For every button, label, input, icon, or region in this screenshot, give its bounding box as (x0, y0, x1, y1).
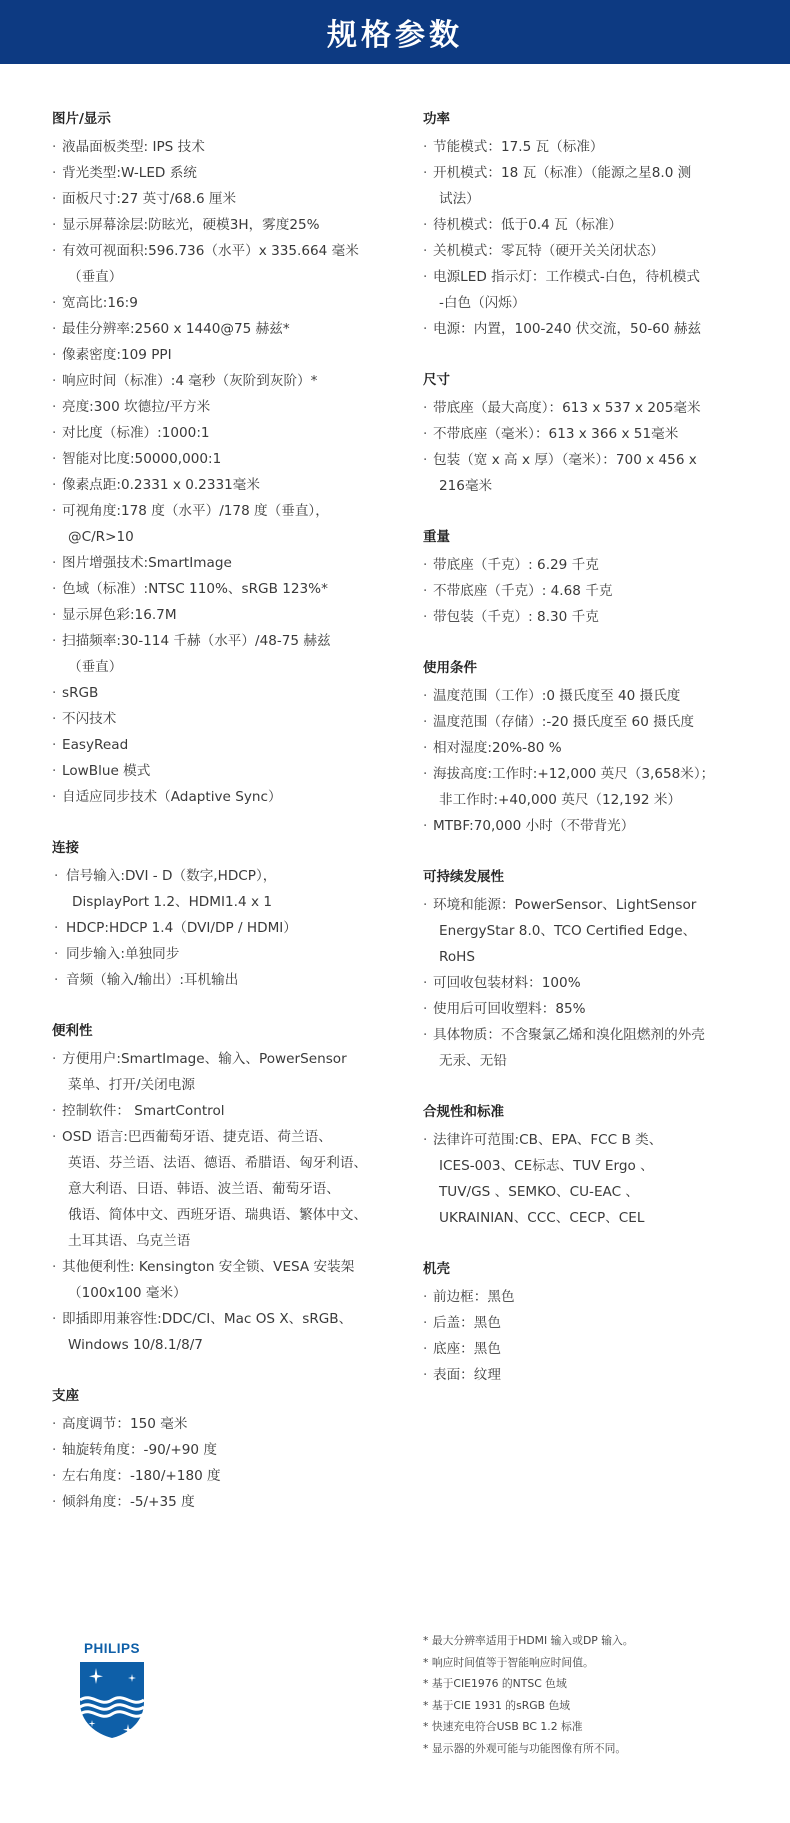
spec-item (423, 709, 763, 735)
spec-item-text: 带包装（千克）: 8.30 千克 (433, 609, 599, 625)
footnote: * 响应时间值等于智能响应时间值。 (423, 1655, 594, 1669)
spec-item-continuation: 意大利语、日语、韩语、波兰语、葡萄牙语、 (68, 1181, 340, 1197)
spec-item-text: 轴旋转角度：-90/+90 度 (62, 1442, 217, 1458)
spec-item (423, 552, 763, 578)
spec-item-text: 有效可视面积:596.736（水平）x 335.664 毫米 (62, 243, 359, 259)
footnote: * 基于CIE 1931 的sRGB 色域 (423, 1698, 571, 1712)
spec-section (423, 110, 763, 342)
section-title: 功率 (423, 111, 450, 127)
spec-item (423, 735, 763, 761)
spec-item (52, 316, 412, 342)
spec-item-continuation: （垂直） (68, 659, 123, 675)
spec-item (52, 186, 412, 212)
footnote: * 最大分辨率适用于HDMI 输入或DP 输入。 (423, 1634, 634, 1647)
left-spec-column (52, 110, 412, 1544)
spec-item-text: 待机模式：低于0.4 瓦（标准） (433, 217, 623, 233)
spec-item-text: LowBlue 模式 (62, 763, 151, 779)
spec-item (52, 1306, 412, 1358)
spec-item (52, 784, 412, 810)
footnotes (423, 1630, 763, 1759)
spec-item-text: 显示屏色彩:16.7M (62, 607, 177, 623)
spec-item-continuation: RoHS (439, 949, 476, 965)
spec-item (52, 680, 412, 706)
spec-item (423, 1022, 763, 1074)
spec-item (423, 970, 763, 996)
footnote: * 快速充电符合USB BC 1.2 标准 (423, 1720, 583, 1733)
spec-item-text: OSD 语言:巴西葡萄牙语、捷克语、荷兰语、 (62, 1129, 332, 1145)
spec-item (52, 1254, 412, 1306)
spec-item (423, 1362, 763, 1388)
spec-item (423, 1310, 763, 1336)
spec-item-text: 使用后可回收塑料：85% (433, 1001, 586, 1017)
spec-item (52, 602, 412, 628)
spec-item-text: 像素点距:0.2331 x 0.2331毫米 (62, 477, 260, 493)
spec-item-text: 左右角度：-180/+180 度 (62, 1468, 221, 1484)
spec-item (52, 1124, 412, 1254)
spec-item-text: 液晶面板类型: IPS 技术 (62, 139, 205, 155)
spec-item-text: 带底座（最大高度）：613 x 537 x 205毫米 (433, 400, 701, 416)
spec-item-text: 带底座（千克）: 6.29 千克 (433, 557, 599, 573)
spec-item (52, 368, 412, 394)
spec-item (423, 996, 763, 1022)
spec-item (52, 290, 412, 316)
spec-item (423, 316, 763, 342)
spec-item (423, 761, 763, 813)
spec-item-text: 可回收包装材料：100% (433, 975, 581, 991)
philips-wordmark: PHILIPS (83, 1641, 141, 1656)
spec-item-text: 即插即用兼容性:DDC/CI、Mac OS X、sRGB、 (62, 1311, 353, 1327)
spec-item-text: 控制软件： SmartControl (62, 1103, 225, 1119)
spec-item-text: 不带底座（毫米）：613 x 366 x 51毫米 (433, 426, 679, 442)
spec-item (423, 604, 763, 630)
spec-item-text: 包装（宽 x 高 x 厚）（毫米）：700 x 456 x (433, 452, 697, 468)
spec-item-text: 显示屏幕涂层:防眩光，硬模3H，雾度25% (62, 217, 320, 233)
spec-item (423, 813, 763, 839)
spec-item-text: 开机模式：18 瓦（标准）（能源之星8.0 测 (433, 165, 692, 181)
right-spec-column (423, 110, 763, 1417)
spec-item (423, 160, 763, 212)
section-title: 使用条件 (423, 660, 477, 676)
spec-item (423, 683, 763, 709)
page-title: 规格参数 (327, 18, 463, 53)
spec-section (423, 528, 763, 630)
spec-section (423, 1103, 763, 1231)
spec-item (423, 212, 763, 238)
spec-item (52, 446, 412, 472)
spec-item-continuation: （垂直） (68, 269, 123, 285)
spec-item-continuation: Windows 10/8.1/8/7 (68, 1337, 203, 1353)
footnote: * 显示器的外观可能与功能图像有所不同。 (423, 1741, 627, 1755)
spec-item (52, 1411, 412, 1437)
spec-section (52, 110, 412, 810)
spec-item-text: 后盖：黑色 (433, 1315, 501, 1331)
spec-section (423, 371, 763, 499)
spec-item-text: 不闪技术 (62, 711, 117, 727)
spec-item-text: 海拔高度:工作时:+12,000 英尺（3,658米）； (433, 766, 715, 782)
spec-item-text: 像素密度:109 PPI (62, 347, 172, 363)
spec-item (423, 1336, 763, 1362)
spec-item-text: 表面：纹理 (433, 1367, 501, 1383)
spec-item-continuation: 试法） (439, 191, 480, 207)
spec-item-text: 智能对比度:50000,000:1 (62, 451, 222, 467)
spec-item-text: 电源：内置，100-240 伏交流，50-60 赫兹 (433, 321, 702, 337)
spec-item-text: 底座：黑色 (433, 1341, 501, 1357)
spec-item-text: 温度范围（工作）:0 摄氏度至 40 摄氏度 (433, 688, 681, 704)
spec-item-text: 信号输入:DVI - D（数字,HDCP）， (66, 868, 277, 884)
spec-item-continuation: 216毫米 (439, 478, 493, 494)
spec-item (52, 863, 412, 915)
spec-item (423, 395, 763, 421)
spec-item (52, 394, 412, 420)
spec-section (52, 1022, 412, 1358)
spec-item-text: 节能模式：17.5 瓦（标准） (433, 139, 604, 155)
spec-item (423, 892, 763, 970)
spec-section (423, 659, 763, 839)
section-title: 便利性 (52, 1023, 93, 1039)
spec-item (423, 447, 763, 499)
spec-item (423, 578, 763, 604)
spec-item (52, 498, 412, 550)
spec-item-text: 面板尺寸:27 英寸/68.6 厘米 (62, 191, 237, 207)
spec-item-continuation: UKRAINIAN、CCC、CECP、CEL (439, 1210, 645, 1226)
spec-item (52, 472, 412, 498)
spec-item-text: 音频（输入/输出）:耳机输出 (66, 972, 239, 988)
spec-item (52, 967, 412, 993)
footnote: * 基于CIE1976 的NTSC 色域 (423, 1677, 567, 1690)
spec-item-text: 不带底座（千克）: 4.68 千克 (433, 583, 613, 599)
page-header (0, 0, 790, 64)
spec-item-continuation: TUV/GS 、SEMKO、CU-EAC 、 (439, 1184, 640, 1200)
spec-item-text: 亮度:300 坎德拉/平方米 (62, 399, 211, 415)
spec-item-text: 对比度（标准）:1000:1 (62, 425, 210, 441)
spec-item-text: 最佳分辨率:2560 x 1440@75 赫兹* (62, 321, 290, 337)
spec-item (52, 134, 412, 160)
spec-item (423, 1127, 763, 1231)
spec-item (52, 212, 412, 238)
spec-item-text: 背光类型:W-LED 系统 (62, 165, 197, 181)
spec-item-text: sRGB (62, 685, 99, 701)
spec-item-continuation: 英语、芬兰语、法语、德语、希腊语、匈牙利语、 (68, 1155, 368, 1171)
spec-item-text: 可视角度:178 度（水平）/178 度（垂直）， (62, 503, 329, 519)
spec-item (52, 238, 412, 290)
spec-item (52, 941, 412, 967)
spec-item-text: 宽高比:16:9 (62, 295, 138, 311)
spec-section (52, 1387, 412, 1515)
section-title: 尺寸 (423, 372, 450, 388)
spec-item (423, 238, 763, 264)
spec-item (52, 576, 412, 602)
spec-item-continuation: 俄语、简体中文、西班牙语、瑞典语、繁体中文、 (68, 1207, 368, 1223)
spec-item-continuation: @C/R>10 (68, 529, 134, 545)
spec-item (52, 628, 412, 680)
spec-section (423, 868, 763, 1074)
spec-item-text: 关机模式：零瓦特（硬开关关闭状态） (433, 243, 665, 259)
spec-item-text: 前边框：黑色 (433, 1289, 515, 1305)
spec-item-continuation: 无汞、无铅 (439, 1053, 507, 1069)
spec-section (423, 1260, 763, 1388)
spec-item (423, 264, 763, 316)
spec-item-text: 环境和能源：PowerSensor、LightSensor (433, 897, 697, 913)
spec-item (423, 1284, 763, 1310)
philips-logo (72, 1640, 152, 1740)
spec-item (52, 160, 412, 186)
spec-item (52, 1098, 412, 1124)
spec-item (52, 732, 412, 758)
section-title: 可持续发展性 (423, 869, 504, 885)
spec-item-text: HDCP:HDCP 1.4（DVI/DP / HDMI） (66, 920, 297, 936)
spec-item-text: MTBF:70,000 小时（不带背光） (433, 818, 635, 834)
spec-item-text: 方便用户:SmartImage、输入、PowerSensor (62, 1051, 347, 1067)
spec-item-text: 其他便利性: Kensington 安全锁、VESA 安装架 (62, 1259, 355, 1275)
spec-item-continuation: -白色（闪烁） (439, 295, 526, 311)
spec-item (52, 915, 412, 941)
spec-item-text: 高度调节：150 毫米 (62, 1416, 188, 1432)
spec-item-text: 响应时间（标准）:4 毫秒（灰阶到灰阶）* (62, 373, 318, 389)
section-title: 合规性和标准 (423, 1104, 504, 1120)
spec-item (423, 421, 763, 447)
spec-item (423, 134, 763, 160)
spec-item-continuation: DisplayPort 1.2、HDMI1.4 x 1 (72, 894, 272, 910)
spec-item-text: 自适应同步技术（Adaptive Sync） (62, 789, 282, 805)
spec-item (52, 420, 412, 446)
spec-item (52, 1463, 412, 1489)
spec-item-text: 具体物质：不含聚氯乙烯和溴化阻燃剂的外壳 (433, 1027, 705, 1043)
spec-item-text: 法律许可范围:CB、EPA、FCC B 类、 (433, 1132, 663, 1148)
spec-item (52, 1437, 412, 1463)
spec-item-continuation: 土耳其语、乌克兰语 (68, 1233, 191, 1249)
spec-item-text: 温度范围（存储）:-20 摄氏度至 60 摄氏度 (433, 714, 694, 730)
spec-item-text: 色域（标准）:NTSC 110%、sRGB 123%* (62, 581, 328, 597)
section-title: 图片/显示 (52, 111, 111, 127)
spec-section (52, 839, 412, 993)
spec-item (52, 1489, 412, 1515)
spec-item-continuation: EnergyStar 8.0、TCO Certified Edge、 (439, 923, 697, 939)
spec-item (52, 342, 412, 368)
spec-item-continuation: 非工作时:+40,000 英尺（12,192 米） (439, 792, 682, 808)
spec-item (52, 758, 412, 784)
spec-item (52, 706, 412, 732)
spec-item-text: 同步输入:单独同步 (66, 946, 180, 962)
spec-item-text: 图片增强技术:SmartImage (62, 555, 232, 571)
spec-item (52, 1046, 412, 1098)
section-title: 重量 (423, 529, 450, 545)
spec-item-text: 倾斜角度：-5/+35 度 (62, 1494, 195, 1510)
spec-item-text: 电源LED 指示灯：工作模式-白色，待机模式 (433, 269, 700, 285)
spec-item-continuation: 菜单、打开/关闭电源 (68, 1077, 195, 1093)
spec-item (52, 550, 412, 576)
section-title: 机壳 (423, 1261, 450, 1277)
spec-item-continuation: （100x100 毫米） (68, 1285, 187, 1301)
section-title: 支座 (52, 1388, 79, 1404)
spec-item-text: 扫描频率:30-114 千赫（水平）/48-75 赫兹 (62, 633, 331, 649)
spec-item-continuation: ICES-003、CE标志、TUV Ergo 、 (439, 1158, 654, 1174)
spec-item-text: 相对湿度:20%-80 % (433, 740, 562, 756)
spec-item-text: EasyRead (62, 737, 129, 753)
section-title: 连接 (52, 840, 79, 856)
